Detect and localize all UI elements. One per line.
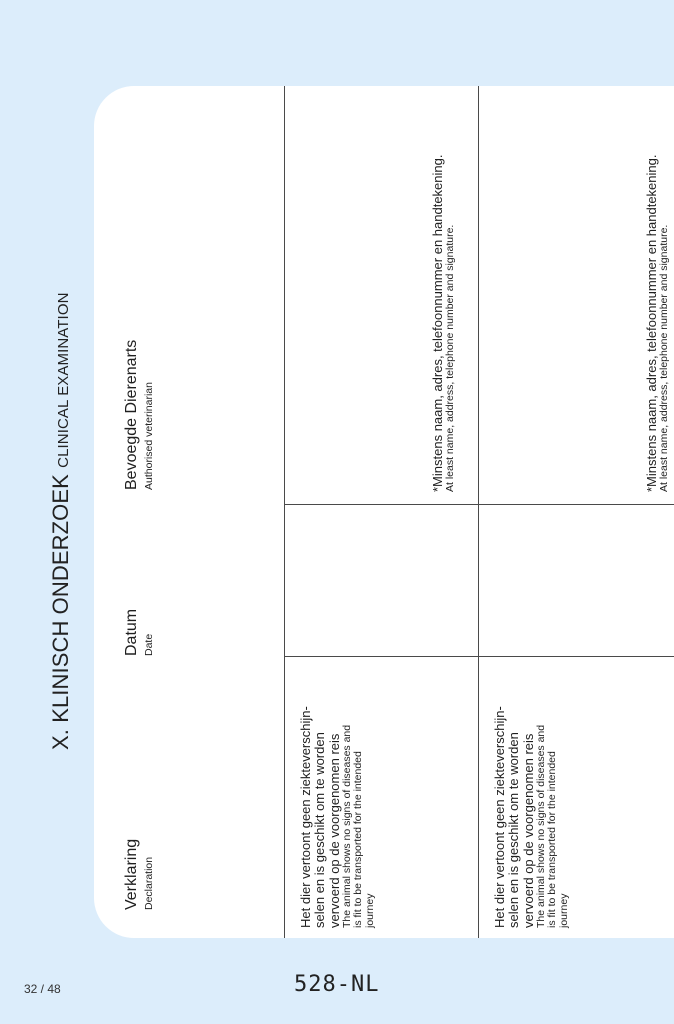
header-date: Datum (123, 608, 140, 656)
document-code: 528-NL (294, 972, 380, 997)
row1-declaration: Het dier vertoont geen ziekteverschijn- selen en is geschikt om te worden vervoerd op de voorgenomen reis The animal shows no signs of diseases and is fit to be transported for the intended journey (298, 706, 376, 928)
column-divider (284, 656, 674, 657)
header-date-en: Date (143, 633, 155, 656)
row-divider (284, 86, 285, 938)
header-declaration-en: Declaration (143, 856, 155, 910)
section-title (50, 292, 72, 750)
row2-vet-note: *Minstens naam, adres, telefoonnummer en handtekening. At least name, address, telephone number and signature. (644, 154, 671, 492)
header-declaration: Verklaring (123, 838, 140, 910)
header-vet: Bevoegde Dierenarts (123, 339, 140, 490)
header-vet-en: Authorised veterinarian (143, 382, 155, 490)
row-divider (478, 86, 479, 938)
title-sub: CLINICAL EXAMINATION (55, 292, 72, 468)
title-main: X. KLINISCH ONDERZOEK (48, 474, 73, 750)
row1-vet-note: *Minstens naam, adres, telefoonnummer en handtekening. At least name, address, telephone number and signature. (430, 154, 457, 492)
page-number: 32 / 48 (24, 982, 61, 996)
column-divider (284, 504, 674, 505)
row2-declaration: Het dier vertoont geen ziekteverschijn- selen en is geschikt om te worden vervoerd op de voorgenomen reis The animal shows no signs of diseases and is fit to be transported for the intended journey (492, 706, 570, 928)
passport-page (94, 86, 674, 938)
